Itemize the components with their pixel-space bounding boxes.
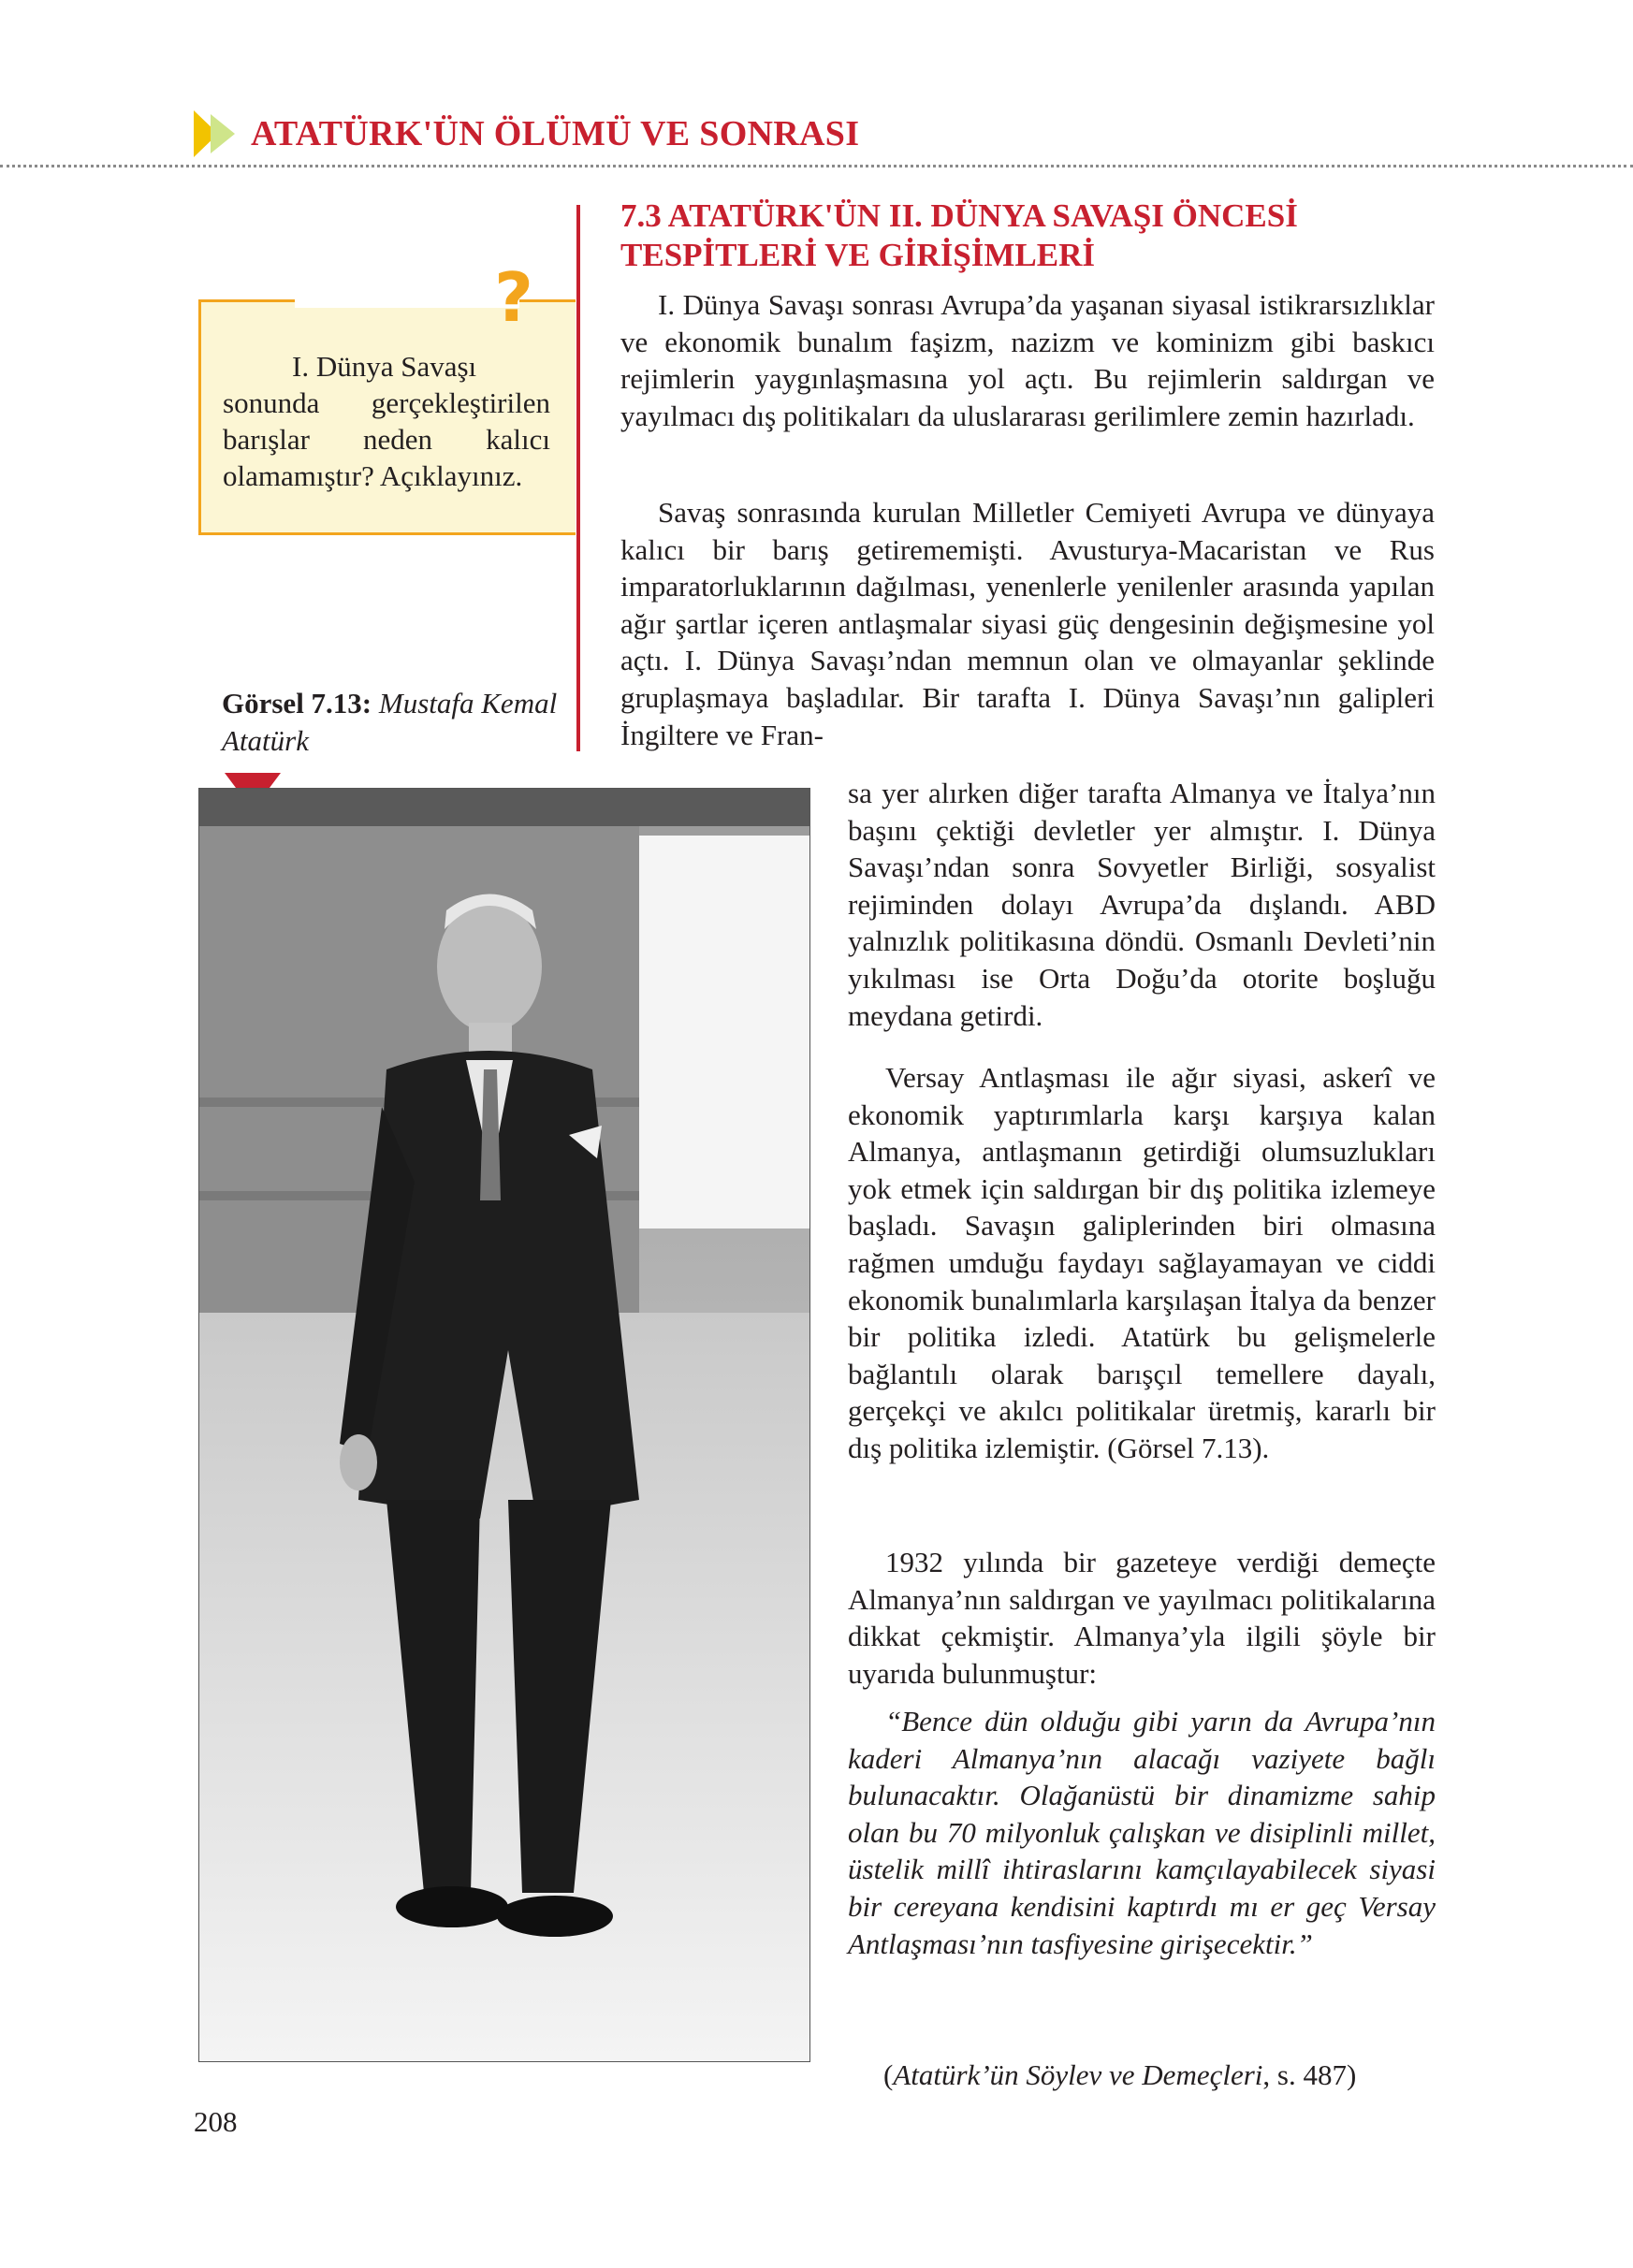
figure-caption-title: Mustafa Kemal Atatürk bbox=[222, 687, 558, 757]
paragraph-3-text: Versay Antlaşması ile ağır siyasi, askerî ve ekonomik yaptırımlarla karşı karşıya kalan Almanya, antlaşmanın getirdiği olumsuzlukları yok etmek için saldırgan bir dış politika izlemeye başladı. Savaşın galiplerinden biri olmasına rağmen umduğu faydayı sağlayamayan ve ciddi ekonomik bunalımlarla karşılaşan İtalya da benzer bir politika izledi. Atatürk bu gelişmelerle bağlantılı olarak barışçıl temellere dayalı, gerçekçi ve akılcı politikalar üretmiş, kararlı bir dış politika izlemiştir. (Görsel 7.13). bbox=[848, 1061, 1436, 1464]
paragraph-2a bbox=[620, 494, 1435, 753]
section-accent-rule bbox=[576, 205, 580, 751]
header-divider bbox=[0, 165, 1633, 167]
source-open: ( bbox=[883, 2058, 894, 2091]
paragraph-2b: sa yer alırken diğer tarafta Almanya ve İtalya’nın başını çektiği devletler yer almıştır. I. Dünya Savaşı’ndan sonra Sovyetler Birliği, sosyalist rejiminden dolayı Avrupa’da dışlandı. ABD yalnızlık politikasına döndü. Osmanlı Devleti’nin yıkılması ise Orta Doğu’da otorite boşluğu meydana getirdi. bbox=[848, 777, 1436, 1032]
question-text bbox=[223, 348, 550, 494]
atatürk-photo bbox=[198, 788, 810, 2062]
figure-caption-label: Görsel 7.13: bbox=[222, 687, 372, 720]
paragraph-4 bbox=[848, 1544, 1436, 1692]
question-box-notch bbox=[295, 297, 519, 308]
paragraph-4-text: 1932 yılında bir gazeteye verdiği demeçte Almanya’nın saldırgan ve yayılmacı politikalarına dikkat çekmiştir. Almanya’yla ilgili şöyle bir uyarıda bulunmuştur: bbox=[848, 1546, 1436, 1690]
figure-caption bbox=[222, 685, 559, 760]
paragraph-1 bbox=[620, 286, 1435, 434]
source-title: Atatürk’ün Söylev ve Demeçleri bbox=[893, 2058, 1263, 2091]
quote-source bbox=[883, 2057, 1445, 2094]
paragraph-3 bbox=[848, 1059, 1436, 1467]
page-number: 208 bbox=[194, 2105, 238, 2138]
paragraph-1-text: I. Dünya Savaşı sonrası Avrupa’da yaşanan siyasal istikrarsızlıklar ve ekonomik bunalım faşizm, nazizm ve kominizm gibi baskıcı rejimlerin yaygınlaşmasına yol açtı. Bu rejimlerin saldırgan ve yayılmacı dış politikaları da uluslararası gerilimlere zemin hazırladı. bbox=[620, 288, 1435, 432]
double-chevron-right-icon bbox=[194, 110, 242, 157]
quotation bbox=[848, 1703, 1436, 1962]
question-text-line1: I. Dünya Savaşı bbox=[292, 350, 477, 383]
source-rest: , s. 487) bbox=[1262, 2058, 1357, 2091]
chapter-header-title: ATATÜRK'ÜN ÖLÜMÜ VE SONRASI bbox=[251, 114, 860, 153]
portrait-illustration bbox=[199, 789, 809, 2061]
quotation-text: “Bence dün olduğu gibi yarın da Avrupa’nın kaderi Almanya’nın alacağı vaziyete bağlı bulunacaktır. Olağanüstü bir dinamizme sahip olan bu 70 milyonluk çalışkan ve disiplinli millet, üstelik millî ihtiraslarını kamçılayabilecek siyasi bir cereyana kendisini kaptırdı mı er geç Versay Antlaşması’nın tasfiyesine girişecektir.” bbox=[848, 1705, 1436, 1960]
paragraph-2a-text: Savaş sonrasında kurulan Milletler Cemiyeti Avrupa ve dünyaya kalıcı bir barış getirememişti. Avusturya-Macaristan ve Rus imparatorluklarının dağılması, yenenlerle yenilenler arasında yapılan ağır şartlar içeren antlaşmalar siyasi güç dengesinin değişmesine yol açtı. I. Dünya Savaşı’ndan memnun olan ve olmayanlar şeklinde gruplaşmaya başladılar. Bir tarafta I. Dünya Savaşı’nın galipleri İngiltere ve Fran- bbox=[620, 496, 1435, 751]
section-title: 7.3 ATATÜRK'ÜN II. DÜNYA SAVAŞI ÖNCESİ TESPİTLERİ VE GİRİŞİMLERİ bbox=[620, 197, 1298, 273]
question-mark-icon: ? bbox=[494, 258, 533, 337]
question-text-rest: sonunda gerçekleştirilen barışlar neden kalıcı olamamıştır? Açıklayınız. bbox=[223, 386, 550, 492]
